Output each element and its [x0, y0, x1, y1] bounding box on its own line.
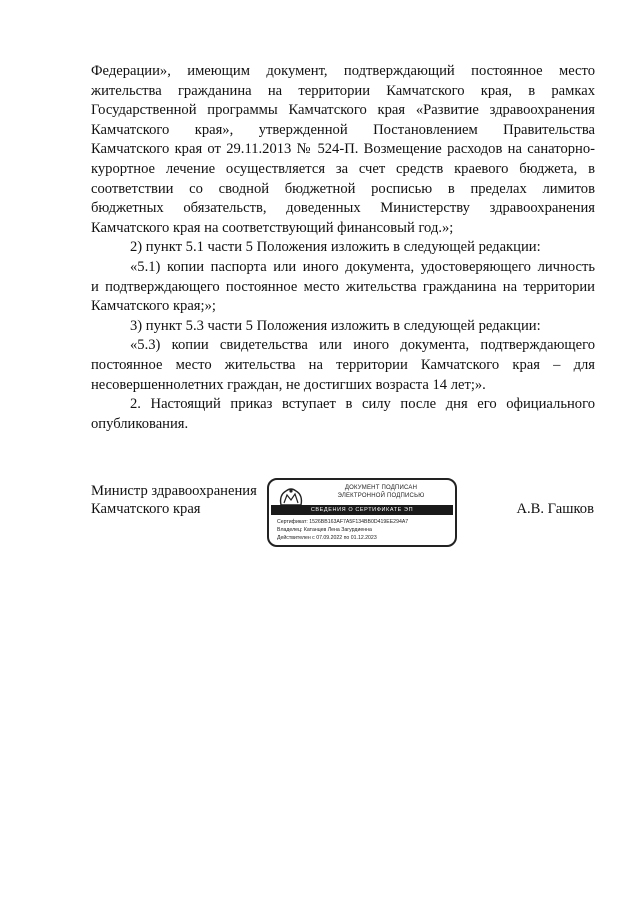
text-line: бюджетных обязательств, доведенных Министерству здравоохранения [91, 200, 595, 217]
text-line: Камчатского края на соответствующий финансовый год.»; [91, 219, 454, 236]
stamp-band: СВЕДЕНИЯ О СЕРТИФИКАТЕ ЭП [271, 505, 453, 515]
stamp-details [277, 518, 408, 542]
quote-line: «5.1) копии паспорта или иного документа, удостоверяющего личность [130, 259, 595, 275]
stamp-title-line: ДОКУМЕНТ ПОДПИСАН [344, 485, 418, 491]
text-line: Государственной программы Камчатского края «Развитие здравоохранения [91, 102, 595, 119]
text-line: жительства гражданина на территории Камчатского края, в рамках [91, 82, 595, 99]
text-line: соответствии со сводной бюджетной росписью в пределах лимитов [91, 180, 595, 197]
stamp-title-line: ЭЛЕКТРОННОЙ ПОДПИСЬЮ [337, 493, 425, 499]
signatory-name: А.В. Гашков [516, 501, 594, 517]
list-item-2: 2) пункт 5.1 части 5 Положения изложить в следующей редакции: [130, 239, 541, 256]
signatory-position [91, 482, 257, 518]
certificate-owner: Владелец: Катанцев Лена Загурдиенна [277, 527, 372, 533]
text-line: курортное лечение осуществляется за счет средств краевого бюджета, в [91, 161, 595, 177]
quote-line: постоянное место жительства на территории Камчатского края – для [91, 357, 595, 373]
point-2-line: опубликования. [91, 415, 189, 432]
list-item-3: 3) пункт 5.3 части 5 Положения изложить в следующей редакции: [130, 317, 541, 334]
point-2-line: 2. Настоящий приказ вступает в силу после дня его официального [130, 396, 595, 413]
quote-line: «5.3) копии свидетельства или иного документа, подтверждающего [130, 337, 595, 354]
stamp-title [311, 484, 451, 500]
certificate-validity: Действителен с 07.09.2022 по 01.12.2023 [277, 535, 377, 541]
electronic-signature-stamp [267, 478, 457, 547]
quote-line: Камчатского края;»; [91, 298, 216, 315]
certificate-number: Сертификат: 1526BB163AF7A5F134BB0D419EE294A7 [277, 519, 409, 525]
quote-line: несовершеннолетних граждан, не достигших возраста 14 лет;». [91, 376, 486, 393]
text-line: Камчатского края», утвержденной Постановлением Правительства [91, 121, 595, 138]
text-line: Федерации», имеющим документ, подтверждающий постоянное место [91, 63, 595, 79]
position-line: Министр здравоохранения [91, 483, 257, 499]
text-line: Камчатского края от 29.11.2013 № 524-П. Возмещение расходов на санаторно- [91, 141, 595, 158]
quote-line: и подтверждающего постоянное место жительства гражданина на территории [91, 278, 595, 295]
position-line: Камчатского края [91, 501, 201, 517]
